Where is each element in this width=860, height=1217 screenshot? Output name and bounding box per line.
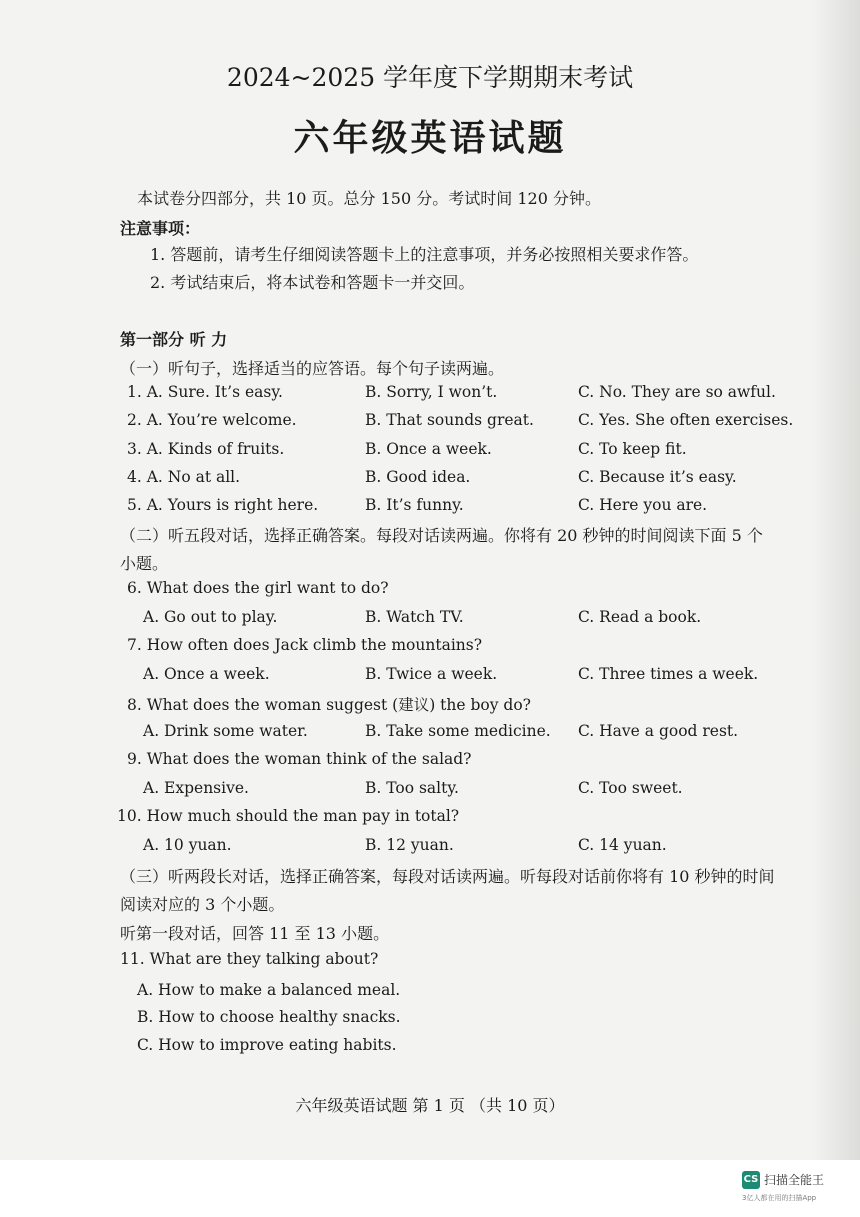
q1-option-c: C. No. They are so awful.	[578, 383, 776, 401]
q7-option-a: A. Once a week.	[143, 665, 270, 683]
q6-option-c: C. Read a book.	[578, 608, 702, 626]
exam-subject-title: 六年级英语试题	[293, 117, 567, 159]
q6-option-b: B. Watch TV.	[365, 608, 464, 626]
q2-option-b: B. That sounds great.	[365, 411, 534, 429]
q7-option-c: C. Three times a week.	[578, 665, 759, 683]
exam-title: 2024~2025 学年度下学期期末考试	[226, 63, 634, 92]
notes-heading: 注意事项：	[120, 219, 201, 238]
q11-option-b: B. How to choose healthy snacks.	[137, 1008, 401, 1026]
section2-instruction-cont: 小题。	[120, 554, 169, 573]
q7-option-b: B. Twice a week.	[365, 665, 498, 683]
q7-question: 7. How often does Jack climb the mountains?	[127, 636, 483, 654]
section1-instruction: （一）听句子，选择适当的应答语。每个句子读两遍。	[120, 359, 505, 378]
q9-question: 9. What does the woman think of the salad?	[127, 750, 472, 768]
section3-instruction-cont: 阅读对应的 3 个小题。	[120, 895, 285, 914]
note-item-1: 1. 答题前，请考生仔细阅读答题卡上的注意事项，并务必按照相关要求作答。	[150, 245, 699, 264]
q8-option-b: B. Take some medicine.	[365, 722, 551, 740]
q1-option-a: 1. A. Sure. It’s easy.	[127, 383, 283, 401]
q6-option-a: A. Go out to play.	[143, 608, 278, 626]
section2-instruction: （二）听五段对话，选择正确答案。每段对话读两遍。你将有 20 秒钟的时间阅读下面 5 个	[120, 526, 763, 545]
camscanner-name: 扫描全能王	[764, 1173, 825, 1187]
exam-intro: 本试卷分四部分，共 10 页。总分 150 分。考试时间 120 分钟。	[137, 189, 601, 208]
part1-heading: 第一部分 听 力	[120, 330, 228, 349]
section3-dialog1-prompt: 听第一段对话，回答 11 至 13 小题。	[120, 924, 390, 943]
q8-option-c: C. Have a good rest.	[578, 722, 739, 740]
q8-question: 8. What does the woman suggest (建议) the boy do?	[127, 696, 531, 714]
section3-instruction: （三）听两段长对话，选择正确答案，每段对话读两遍。听每段对话前你将有 10 秒钟的时间	[120, 867, 775, 886]
q6-question: 6. What does the girl want to do?	[127, 579, 389, 597]
q4-option-c: C. Because it’s easy.	[578, 468, 737, 486]
q3-option-b: B. Once a week.	[365, 440, 492, 458]
q4-option-b: B. Good idea.	[365, 468, 471, 486]
camscanner-logo-icon: CS	[742, 1171, 760, 1189]
q10-option-c: C. 14 yuan.	[578, 836, 667, 854]
q5-option-a: 5. A. Yours is right here.	[127, 496, 319, 514]
q10-option-a: A. 10 yuan.	[143, 836, 232, 854]
q3-option-a: 3. A. Kinds of fruits.	[127, 440, 285, 458]
q8-option-a: A. Drink some water.	[143, 722, 308, 740]
q11-question: 11. What are they talking about?	[120, 950, 379, 968]
q9-option-c: C. Too sweet.	[578, 779, 683, 797]
camscanner-tagline: 3亿人都在用的扫描App	[742, 1194, 817, 1202]
q10-option-b: B. 12 yuan.	[365, 836, 454, 854]
q2-option-c: C. Yes. She often exercises.	[578, 411, 794, 429]
page-footer: 六年级英语试题 第 1 页 （共 10 页）	[295, 1096, 565, 1115]
q1-option-b: B. Sorry, I won’t.	[365, 383, 498, 401]
q5-option-c: C. Here you are.	[578, 496, 708, 514]
q9-option-a: A. Expensive.	[143, 779, 249, 797]
q11-option-c: C. How to improve eating habits.	[137, 1036, 397, 1054]
q9-option-b: B. Too salty.	[365, 779, 459, 797]
q3-option-c: C. To keep fit.	[578, 440, 687, 458]
q11-option-a: A. How to make a balanced meal.	[137, 981, 401, 999]
q10-question: 10. How much should the man pay in total?	[117, 807, 460, 825]
q2-option-a: 2. A. You’re welcome.	[127, 411, 297, 429]
q4-option-a: 4. A. No at all.	[127, 468, 241, 486]
note-item-2: 2. 考试结束后，将本试卷和答题卡一并交回。	[150, 273, 475, 292]
q5-option-b: B. It’s funny.	[365, 496, 464, 514]
